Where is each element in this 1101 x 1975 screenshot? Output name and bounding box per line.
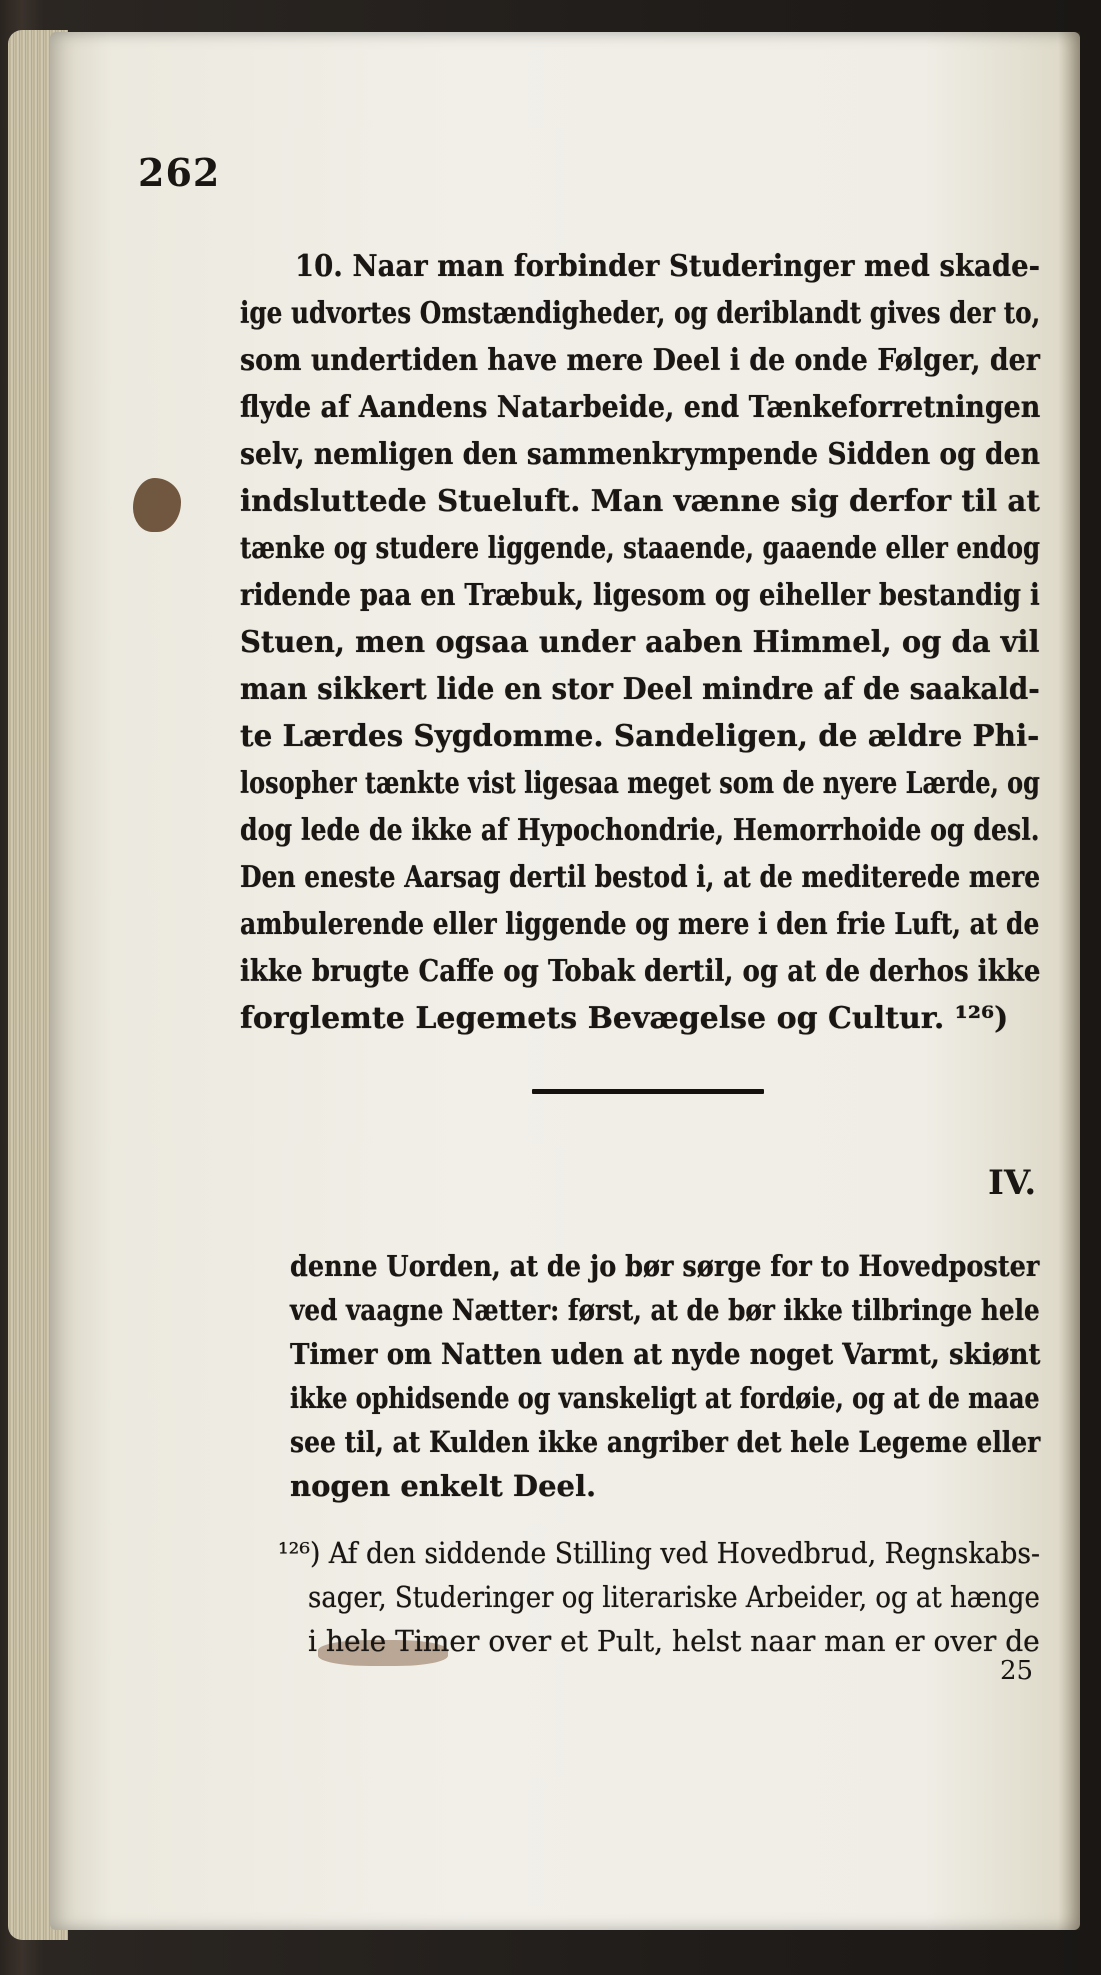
spine-shadow xyxy=(1058,32,1080,1930)
continuation-line: Timer om Natten uden at nyde noget Varmt, skiønt xyxy=(290,1337,1041,1371)
paragraph-line: flyde af Aandens Natarbeide, end Tænkeforretningen xyxy=(240,390,1041,425)
paragraph-line: man sikkert lide en stor Deel mindre af de saakald- xyxy=(240,672,1040,707)
paragraph-line: forglemte Legemets Bevægelse og Cultur. ¹²⁶) xyxy=(240,1001,1009,1036)
paragraph-line: 10. Naar man forbinder Studeringer med skade- xyxy=(295,249,1041,284)
paragraph-line: som undertiden have mere Deel i de onde Følger, der xyxy=(240,343,1040,378)
paragraph-line: losopher tænkte vist ligesaa meget som de nyere Lærde, og xyxy=(240,766,1040,801)
section-divider xyxy=(532,1089,764,1094)
paragraph-line: Den eneste Aarsag dertil bestod i, at de mediterede mere xyxy=(240,860,1041,895)
paragraph-line: ikke brugte Caffe og Tobak dertil, og at de derhos ikke xyxy=(240,954,1041,989)
continuation-line: ikke ophidsende og vanskeligt at fordøie, og at de maae xyxy=(290,1381,1040,1415)
paragraph-line: Stuen, men ogsaa under aaben Himmel, og da vil xyxy=(240,625,1040,660)
paragraph-line: ambulerende eller liggende og mere i den frie Luft, at de xyxy=(240,907,1040,942)
continuation-line: ved vaagne Nætter: først, at de bør ikke tilbringe hele xyxy=(290,1293,1040,1327)
paragraph-line: ridende paa en Træbuk, ligesom og eiheller bestandig i xyxy=(240,578,1040,613)
paragraph-line: te Lærdes Sygdomme. Sandeligen, de ældre Phi- xyxy=(240,719,1040,754)
footnote-line: sager, Studeringer og literariske Arbeider, og at hænge xyxy=(308,1580,1040,1614)
footnote-line: i hele Timer over et Pult, helst naar man er over de xyxy=(308,1624,1040,1658)
paragraph-line: indsluttede Stueluft. Man vænne sig derfor til at xyxy=(240,484,1040,519)
footnote-line: ¹²⁶) Af den siddende Stilling ved Hovedbrud, Regnskabs- xyxy=(278,1536,1041,1570)
paragraph-line: dog lede de ikke af Hypochondrie, Hemorrhoide og desl. xyxy=(240,813,1040,848)
section-number: IV. xyxy=(988,1163,1037,1203)
continuation-line: see til, at Kulden ikke angriber det hele Legeme eller xyxy=(290,1425,1041,1459)
continuation-line: nogen enkelt Deel. xyxy=(290,1469,597,1503)
paragraph-line: tænke og studere liggende, staaende, gaaende eller endog xyxy=(240,531,1041,566)
paragraph-line: ige udvortes Omstændigheder, og deriblandt gives der to, xyxy=(240,296,1041,331)
page-number: 262 xyxy=(138,150,221,195)
continuation-line: denne Uorden, at de jo bør sørge for to Hovedposter xyxy=(290,1249,1040,1283)
paragraph-line: selv, nemligen den sammenkrympende Sidden og den xyxy=(240,437,1040,472)
catchword: 25 xyxy=(1000,1656,1034,1686)
